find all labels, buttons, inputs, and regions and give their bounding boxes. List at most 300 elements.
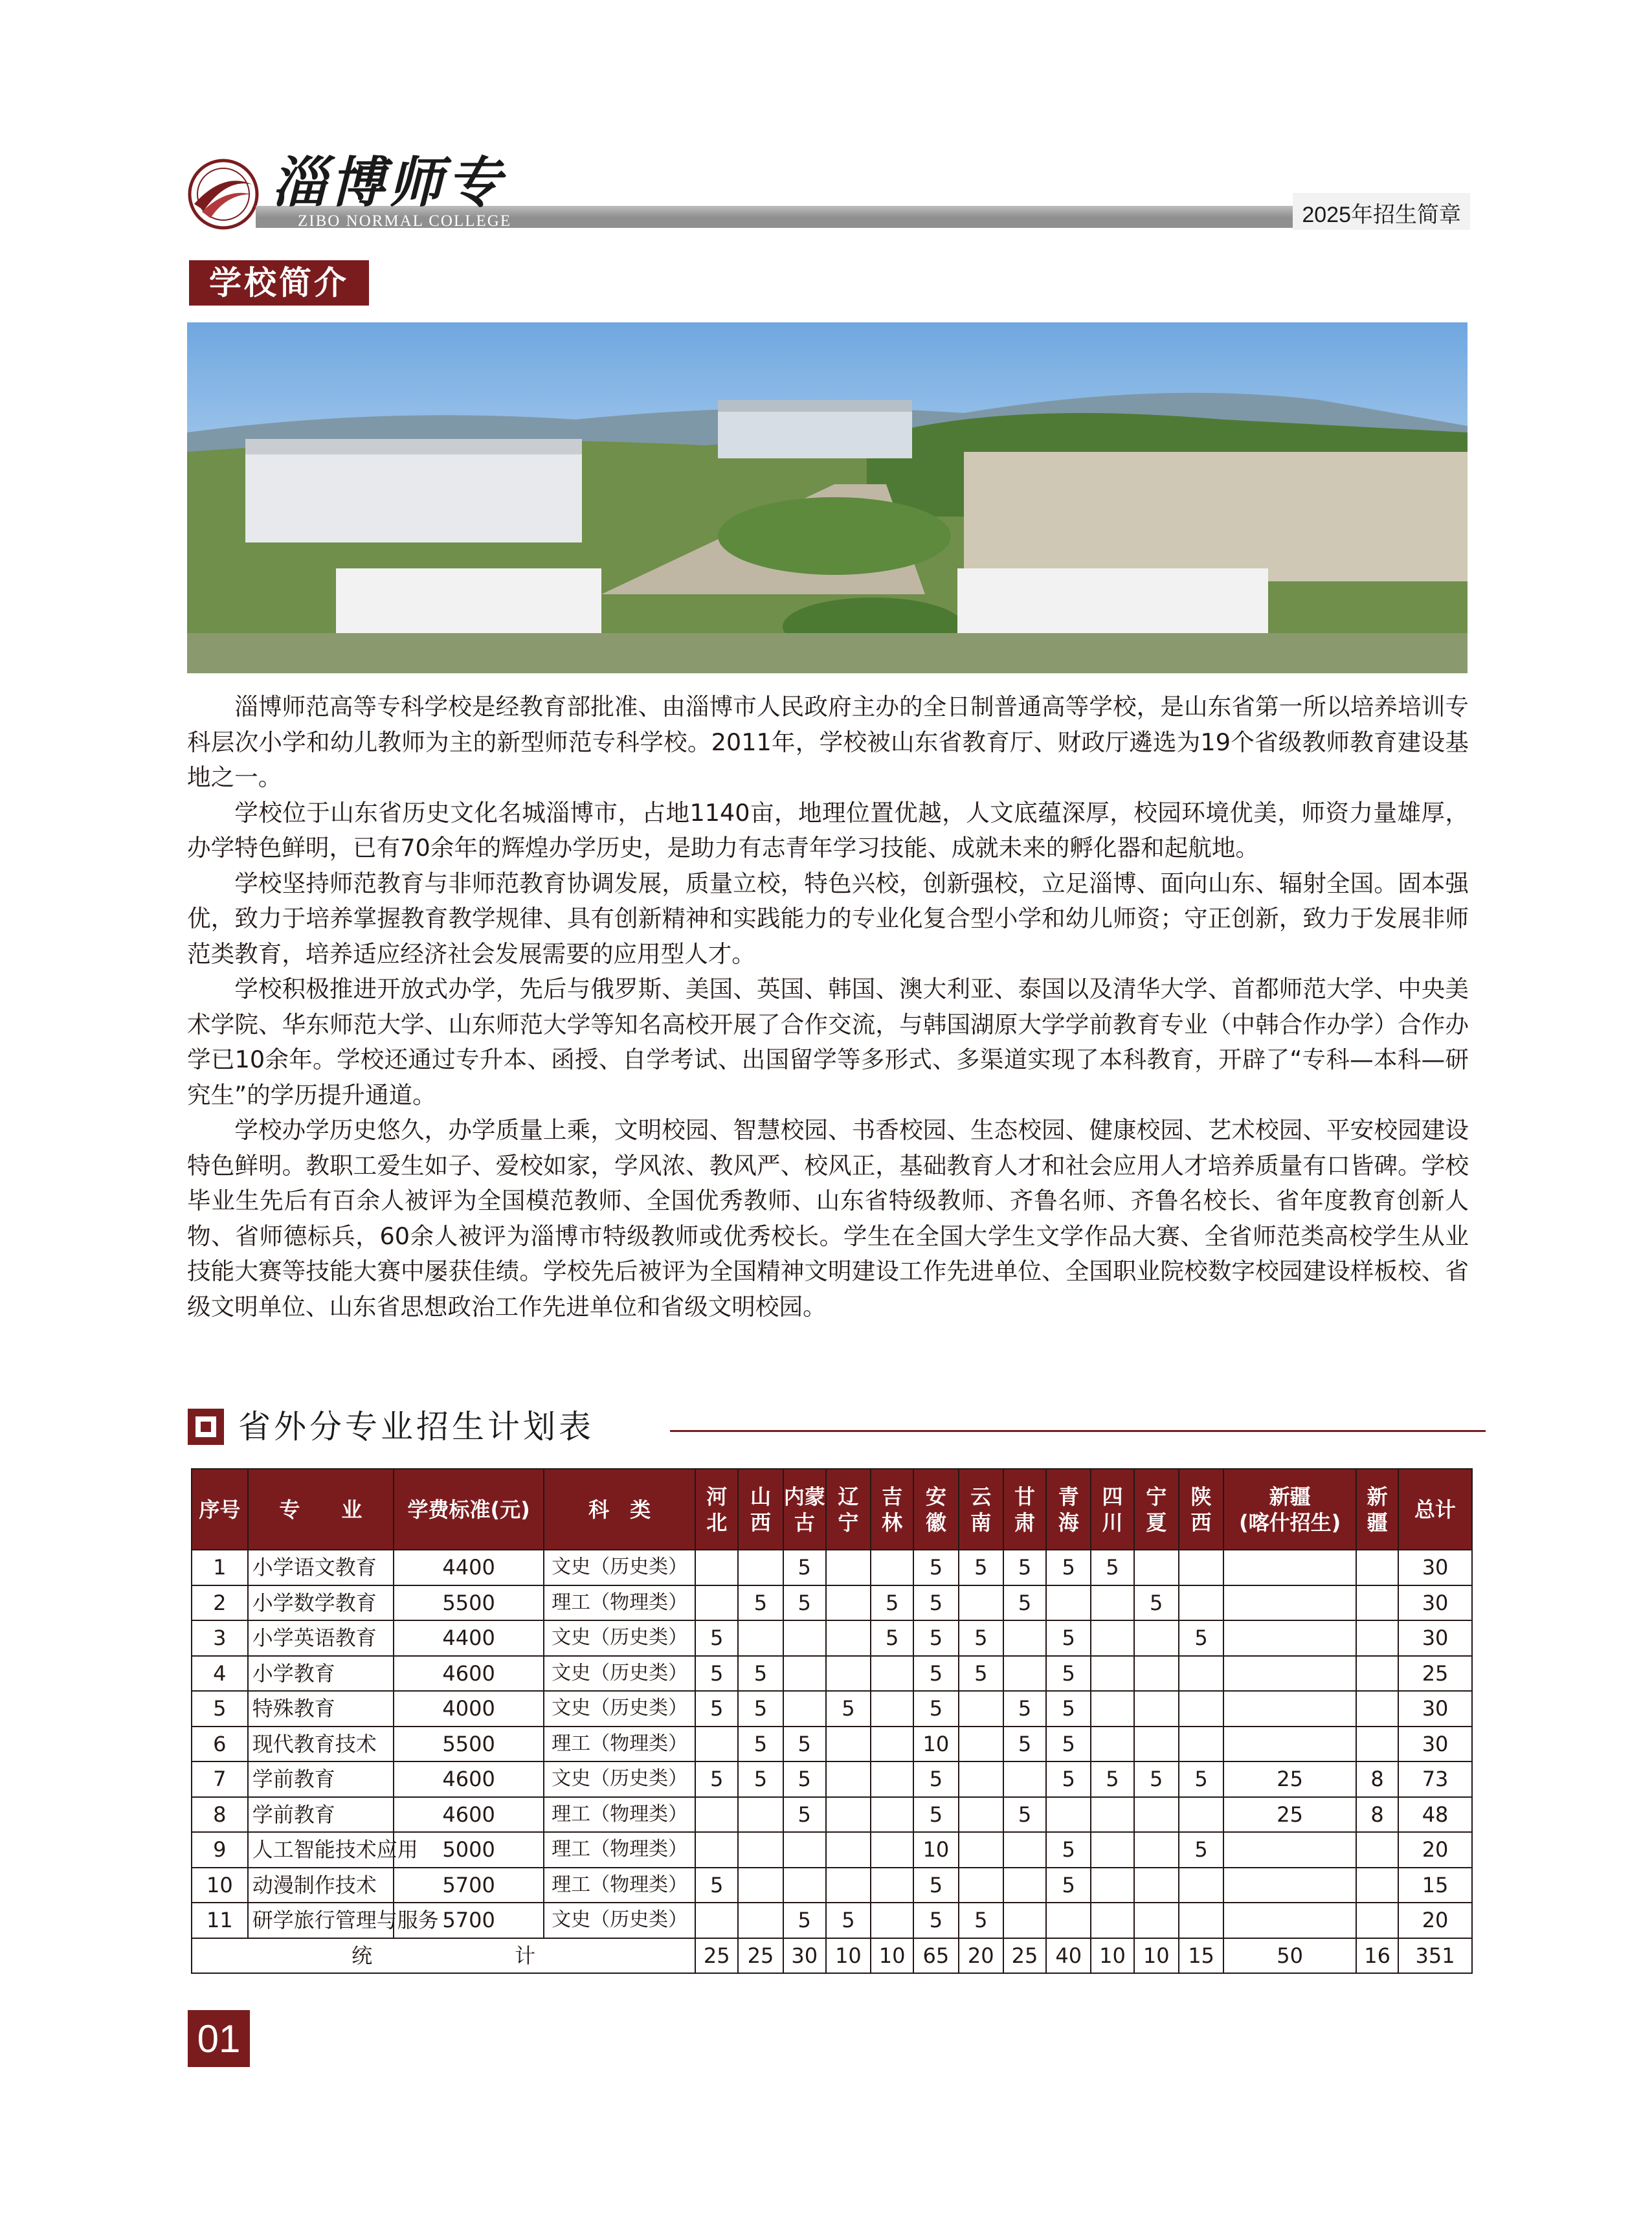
cell-quota: 5 <box>1046 1727 1091 1762</box>
cell-total: 30 <box>1398 1691 1472 1727</box>
cell-major: 研学旅行管理与服务 <box>248 1903 394 1938</box>
summary-quota: 40 <box>1046 1938 1091 1974</box>
cell-quota <box>1091 1903 1133 1938</box>
header-province-line1: 内蒙 <box>783 1484 825 1509</box>
cell-quota <box>1134 1797 1179 1833</box>
cell-quota <box>1356 1691 1398 1727</box>
cell-quota <box>1223 1620 1356 1656</box>
brochure-title: 2025年招生简章 <box>1293 193 1470 230</box>
cell-quota <box>1179 1727 1223 1762</box>
cell-quota: 5 <box>695 1691 738 1727</box>
cell-quota <box>1356 1550 1398 1585</box>
header-province-line2: 夏 <box>1146 1510 1167 1535</box>
header-province-line2: 宁 <box>838 1510 859 1535</box>
cell-quota <box>1179 1691 1223 1727</box>
header-province <box>871 1469 913 1550</box>
cell-quota <box>871 1797 913 1833</box>
cell-quota <box>871 1868 913 1903</box>
header-province-line1: 青 <box>1058 1484 1079 1509</box>
cell-quota <box>1356 1832 1398 1868</box>
cell-quota <box>1091 1620 1133 1656</box>
table-row <box>192 1761 1472 1797</box>
cell-total: 20 <box>1398 1832 1472 1868</box>
cell-quota: 5 <box>913 1585 958 1621</box>
cell-major: 小学数学教育 <box>248 1585 394 1621</box>
cell-quota: 5 <box>1179 1620 1223 1656</box>
header-province <box>738 1469 783 1550</box>
cell-quota: 5 <box>1003 1797 1046 1833</box>
cell-quota: 5 <box>783 1903 826 1938</box>
cell-quota <box>826 1797 871 1833</box>
header-province <box>959 1469 1003 1550</box>
header-province-line1: 山 <box>750 1484 771 1509</box>
cell-category: 理工（物理类） <box>544 1727 695 1762</box>
cell-category: 理工（物理类） <box>544 1797 695 1833</box>
table-row <box>192 1620 1472 1656</box>
cell-quota: 5 <box>1046 1761 1091 1797</box>
cell-quota: 5 <box>1046 1620 1091 1656</box>
cell-quota: 5 <box>1046 1656 1091 1692</box>
cell-quota: 5 <box>913 1550 958 1585</box>
cell-no: 3 <box>192 1620 248 1656</box>
cell-quota: 5 <box>783 1797 826 1833</box>
cell-major: 学前教育 <box>248 1797 394 1833</box>
summary-total: 351 <box>1398 1938 1472 1974</box>
cell-quota: 5 <box>871 1585 913 1621</box>
table-row <box>192 1691 1472 1727</box>
cell-quota <box>959 1868 1003 1903</box>
cell-quota <box>1223 1832 1356 1868</box>
cell-quota <box>826 1550 871 1585</box>
cell-quota <box>1003 1761 1046 1797</box>
cell-quota: 5 <box>1046 1691 1091 1727</box>
cell-quota <box>826 1832 871 1868</box>
cell-major: 小学语文教育 <box>248 1550 394 1585</box>
cell-quota <box>783 1832 826 1868</box>
cell-quota: 5 <box>959 1903 1003 1938</box>
cell-quota: 25 <box>1223 1797 1356 1833</box>
cell-quota <box>1356 1868 1398 1903</box>
summary-label-right: 计 <box>515 1943 536 1968</box>
table-summary-row <box>192 1938 1472 1974</box>
cell-quota <box>1223 1903 1356 1938</box>
cell-quota <box>783 1868 826 1903</box>
cell-quota: 5 <box>871 1620 913 1656</box>
cell-quota: 5 <box>1179 1761 1223 1797</box>
summary-quota: 65 <box>913 1938 958 1974</box>
header-province-line2: 古 <box>794 1510 815 1535</box>
cell-quota: 5 <box>913 1868 958 1903</box>
section-title-intro: 学校简介 <box>189 260 369 306</box>
table-row <box>192 1832 1472 1868</box>
cell-quota <box>1134 1620 1179 1656</box>
header-province-line2: 西 <box>750 1510 771 1535</box>
summary-quota: 15 <box>1179 1938 1223 1974</box>
cell-quota <box>1356 1727 1398 1762</box>
cell-total: 73 <box>1398 1761 1472 1797</box>
cell-quota <box>1134 1656 1179 1692</box>
cell-quota <box>1356 1620 1398 1656</box>
cell-quota: 5 <box>738 1585 783 1621</box>
cell-major: 人工智能技术应用 <box>248 1832 394 1868</box>
intro-paragraph: 学校坚持师范教育与非师范教育协调发展，质量立校，特色兴校，创新强校，立足淄博、面向山东、辐射全国。固本强优，致力于培养掌握教育教学规律、具有创新精神和实践能力的专业化复合型小学和幼儿师资；守正创新，致力于发展非师范类教育，培养适应经济社会发展需要的应用型人才。 <box>187 869 1469 968</box>
cell-quota <box>1179 1903 1223 1938</box>
header-province <box>1134 1469 1179 1550</box>
cell-quota: 5 <box>738 1691 783 1727</box>
header-province <box>1356 1469 1398 1550</box>
cell-quota <box>826 1761 871 1797</box>
cell-no: 11 <box>192 1903 248 1938</box>
header-province <box>1179 1469 1223 1550</box>
cell-quota <box>826 1868 871 1903</box>
cell-quota <box>1223 1656 1356 1692</box>
cell-quota <box>871 1691 913 1727</box>
cell-quota <box>959 1761 1003 1797</box>
cell-quota <box>1134 1868 1179 1903</box>
school-logo-name-en: ZIBO NORMAL COLLEGE <box>298 212 512 230</box>
cell-quota: 5 <box>959 1550 1003 1585</box>
cell-major: 小学教育 <box>248 1656 394 1692</box>
cell-no: 2 <box>192 1585 248 1621</box>
school-emblem-icon <box>188 159 259 230</box>
cell-quota <box>1003 1656 1046 1692</box>
school-logo-name: 淄博师专 <box>272 150 506 214</box>
header-province-line1: 陕 <box>1190 1484 1212 1509</box>
cell-no: 8 <box>192 1797 248 1833</box>
cell-quota <box>738 1797 783 1833</box>
cell-category: 文史（历史类） <box>544 1761 695 1797</box>
cell-quota <box>826 1585 871 1621</box>
summary-quota: 50 <box>1223 1938 1356 1974</box>
header-province <box>913 1469 958 1550</box>
cell-quota: 5 <box>783 1761 826 1797</box>
header-category: 科 类 <box>544 1469 695 1550</box>
cell-fee: 4600 <box>394 1761 544 1797</box>
cell-quota <box>738 1903 783 1938</box>
table-row <box>192 1903 1472 1938</box>
cell-total: 30 <box>1398 1585 1472 1621</box>
cell-quota <box>1134 1727 1179 1762</box>
cell-quota <box>871 1761 913 1797</box>
cell-major: 特殊教育 <box>248 1691 394 1727</box>
cell-quota <box>1091 1656 1133 1692</box>
cell-quota <box>871 1903 913 1938</box>
cell-fee: 4000 <box>394 1691 544 1727</box>
cell-quota: 5 <box>1003 1585 1046 1621</box>
cell-quota <box>1003 1832 1046 1868</box>
cell-total: 20 <box>1398 1903 1472 1938</box>
cell-quota: 5 <box>695 1620 738 1656</box>
cell-quota: 25 <box>1223 1761 1356 1797</box>
cell-quota <box>738 1620 783 1656</box>
table-row <box>192 1727 1472 1762</box>
cell-fee: 4600 <box>394 1656 544 1692</box>
header-province-line2: 肃 <box>1014 1510 1035 1535</box>
header-province-line2: 疆 <box>1367 1510 1388 1535</box>
header-province-line2: 海 <box>1058 1510 1079 1535</box>
cell-quota: 5 <box>1091 1761 1133 1797</box>
table-row <box>192 1868 1472 1903</box>
header-province <box>1091 1469 1133 1550</box>
cell-quota <box>959 1727 1003 1762</box>
campus-aerial-photo <box>187 322 1468 673</box>
cell-quota <box>1003 1868 1046 1903</box>
cell-quota: 5 <box>695 1761 738 1797</box>
summary-quota: 20 <box>959 1938 1003 1974</box>
cell-quota: 5 <box>1134 1761 1179 1797</box>
summary-quota: 10 <box>826 1938 871 1974</box>
cell-no: 9 <box>192 1832 248 1868</box>
cell-quota: 8 <box>1356 1761 1398 1797</box>
cell-quota <box>738 1868 783 1903</box>
cell-quota <box>1179 1656 1223 1692</box>
cell-quota: 5 <box>913 1903 958 1938</box>
cell-major: 现代教育技术 <box>248 1727 394 1762</box>
cell-quota: 5 <box>1046 1550 1091 1585</box>
cell-quota: 5 <box>913 1656 958 1692</box>
cell-quota <box>1179 1868 1223 1903</box>
cell-major: 学前教育 <box>248 1761 394 1797</box>
cell-quota: 5 <box>1134 1585 1179 1621</box>
cell-fee: 4600 <box>394 1797 544 1833</box>
cell-quota: 5 <box>1003 1691 1046 1727</box>
cell-quota <box>959 1691 1003 1727</box>
table-header-row <box>192 1469 1472 1550</box>
cell-no: 1 <box>192 1550 248 1585</box>
header-province <box>1223 1469 1356 1550</box>
cell-category: 文史（历史类） <box>544 1550 695 1585</box>
header-province-line1: 安 <box>925 1484 946 1509</box>
summary-quota: 10 <box>1091 1938 1133 1974</box>
cell-quota <box>695 1550 738 1585</box>
header-province-line2: 徽 <box>925 1510 946 1535</box>
cell-quota <box>1223 1585 1356 1621</box>
cell-quota <box>695 1585 738 1621</box>
cell-quota: 5 <box>1091 1550 1133 1585</box>
cell-quota <box>1134 1691 1179 1727</box>
header-province-line2: 林 <box>882 1510 903 1535</box>
header-province-line1: 宁 <box>1146 1484 1167 1509</box>
divider <box>670 1430 1486 1432</box>
header-province-line2: 北 <box>706 1510 728 1535</box>
cell-quota <box>871 1656 913 1692</box>
cell-category: 文史（历史类） <box>544 1691 695 1727</box>
cell-quota <box>1356 1903 1398 1938</box>
cell-category: 文史（历史类） <box>544 1656 695 1692</box>
cell-quota <box>1091 1832 1133 1868</box>
cell-major: 动漫制作技术 <box>248 1868 394 1903</box>
cell-quota <box>695 1727 738 1762</box>
cell-quota <box>1091 1691 1133 1727</box>
cell-quota <box>1179 1550 1223 1585</box>
cell-quota <box>826 1727 871 1762</box>
cell-quota: 5 <box>1179 1832 1223 1868</box>
header-fee: 学费标准(元) <box>394 1469 544 1550</box>
cell-quota <box>738 1832 783 1868</box>
cell-total: 30 <box>1398 1550 1472 1585</box>
cell-quota <box>1179 1585 1223 1621</box>
cell-quota <box>959 1797 1003 1833</box>
summary-quota: 16 <box>1356 1938 1398 1974</box>
cell-quota: 5 <box>1046 1868 1091 1903</box>
cell-quota <box>1091 1868 1133 1903</box>
cell-fee: 5500 <box>394 1727 544 1762</box>
cell-quota <box>871 1550 913 1585</box>
cell-total: 30 <box>1398 1620 1472 1656</box>
header-province-line1: 河 <box>706 1484 728 1509</box>
cell-quota <box>826 1656 871 1692</box>
page-number: 01 <box>188 2010 250 2067</box>
cell-no: 7 <box>192 1761 248 1797</box>
cell-category: 文史（历史类） <box>544 1620 695 1656</box>
summary-quota: 30 <box>783 1938 826 1974</box>
cell-quota: 5 <box>959 1656 1003 1692</box>
summary-quota: 25 <box>738 1938 783 1974</box>
cell-quota <box>1046 1903 1091 1938</box>
intro-text <box>187 689 1469 1325</box>
cell-total: 48 <box>1398 1797 1472 1833</box>
header-province-line1: 四 <box>1102 1484 1123 1509</box>
header-province-line1: 新 <box>1367 1484 1388 1509</box>
table-row <box>192 1550 1472 1585</box>
cell-quota <box>1134 1903 1179 1938</box>
cell-quota <box>959 1585 1003 1621</box>
cell-no: 5 <box>192 1691 248 1727</box>
cell-total: 25 <box>1398 1656 1472 1692</box>
cell-quota: 10 <box>913 1727 958 1762</box>
header-province-line1: 吉 <box>882 1484 903 1509</box>
cell-quota <box>783 1691 826 1727</box>
header-province-line2: 南 <box>970 1510 992 1535</box>
cell-major: 小学英语教育 <box>248 1620 394 1656</box>
header-province-line2: 西 <box>1190 1510 1212 1535</box>
cell-category: 理工（物理类） <box>544 1585 695 1621</box>
intro-paragraph: 学校积极推进开放式办学，先后与俄罗斯、美国、英国、韩国、澳大利亚、泰国以及清华大学、首都师范大学、中央美术学院、华东师范大学、山东师范大学等知名高校开展了合作交流，与韩国湖原大学学前教育专业（中韩合作办学）合作办学已10余年。学校还通过专升本、函授、自学考试、出国留学等多形式、多渠道实现了本科教育，开辟了“专科—本科—研究生”的学历提升通道。 <box>187 975 1469 1109</box>
cell-fee: 5700 <box>394 1868 544 1903</box>
cell-quota <box>871 1727 913 1762</box>
plan-section-header <box>188 1409 1486 1449</box>
cell-quota <box>1179 1797 1223 1833</box>
cell-quota <box>1003 1620 1046 1656</box>
header-province-line1: 甘 <box>1014 1484 1035 1509</box>
cell-quota: 5 <box>826 1903 871 1938</box>
cell-total: 15 <box>1398 1868 1472 1903</box>
header-province-line2: (喀什招生) <box>1239 1510 1341 1535</box>
table-row <box>192 1656 1472 1692</box>
cell-quota <box>695 1903 738 1938</box>
cell-quota <box>1091 1797 1133 1833</box>
cell-quota: 5 <box>695 1868 738 1903</box>
cell-quota: 5 <box>783 1727 826 1762</box>
summary-quota: 10 <box>1134 1938 1179 1974</box>
header-province <box>1003 1469 1046 1550</box>
cell-total: 30 <box>1398 1727 1472 1762</box>
cell-no: 4 <box>192 1656 248 1692</box>
cell-fee: 5700 <box>394 1903 544 1938</box>
cell-quota: 5 <box>1046 1832 1091 1868</box>
summary-label <box>192 1938 695 1974</box>
intro-paragraph: 学校办学历史悠久，办学质量上乘，文明校园、智慧校园、书香校园、生态校园、健康校园、艺术校园、平安校园建设特色鲜明。教职工爱生如子、爱校如家，学风浓、教风严、校风正，基础教育人才和社会应用人才培养质量有口皆碑。学校毕业生先后有百余人被评为全国模范教师、全国优秀教师、山东省特级教师、齐鲁名师、齐鲁名校长、省年度教育创新人物、省师德标兵，60余人被评为淄博市特级教师或优秀校长。学生在全国大学生文学作品大赛、全省师范类高校学生从业技能大赛等技能大赛中屡获佳绩。学校先后被评为全国精神文明建设工作先进单位、全国职业院校数字校园建设样板校、省级文明单位、山东省思想政治工作先进单位和省级文明校园。 <box>187 1116 1469 1321</box>
cell-quota: 5 <box>738 1727 783 1762</box>
cell-quota <box>1091 1585 1133 1621</box>
cell-quota <box>1223 1727 1356 1762</box>
summary-quota: 10 <box>871 1938 913 1974</box>
header-province-line1: 云 <box>970 1484 992 1509</box>
cell-quota <box>1223 1691 1356 1727</box>
summary-label-left: 统 <box>352 1943 373 1968</box>
summary-quota: 25 <box>695 1938 738 1974</box>
header-province-line1: 辽 <box>838 1484 859 1509</box>
cell-quota: 5 <box>913 1761 958 1797</box>
cell-quota: 5 <box>913 1797 958 1833</box>
cell-quota <box>1134 1550 1179 1585</box>
cell-fee: 5000 <box>394 1832 544 1868</box>
cell-category: 理工（物理类） <box>544 1832 695 1868</box>
cell-no: 6 <box>192 1727 248 1762</box>
cell-fee: 5500 <box>394 1585 544 1621</box>
cell-quota <box>695 1797 738 1833</box>
cell-quota: 5 <box>783 1585 826 1621</box>
cell-quota: 10 <box>913 1832 958 1868</box>
plan-section-title: 省外分专业招生计划表 <box>238 1408 594 1446</box>
table-row <box>192 1585 1472 1621</box>
summary-quota: 25 <box>1003 1938 1046 1974</box>
header-total: 总计 <box>1398 1469 1472 1550</box>
cell-quota: 5 <box>695 1656 738 1692</box>
table-row <box>192 1797 1472 1833</box>
cell-quota <box>1003 1903 1046 1938</box>
square-bullet-icon <box>188 1409 224 1445</box>
header-province-line2: 川 <box>1102 1510 1123 1535</box>
cell-category: 文史（历史类） <box>544 1903 695 1938</box>
header-major: 专 业 <box>248 1469 394 1550</box>
cell-quota <box>1046 1797 1091 1833</box>
cell-fee: 4400 <box>394 1550 544 1585</box>
cell-quota <box>783 1620 826 1656</box>
header-province <box>695 1469 738 1550</box>
cell-no: 10 <box>192 1868 248 1903</box>
cell-quota: 5 <box>1003 1727 1046 1762</box>
intro-paragraph: 淄博师范高等专科学校是经教育部批准、由淄博市人民政府主办的全日制普通高等学校，是山东省第一所以培养培训专科层次小学和幼儿教师为主的新型师范专科学校。2011年，学校被山东省教育厅、财政厅遴选为19个省级教师教育建设基地之一。 <box>187 693 1469 791</box>
cell-quota <box>695 1832 738 1868</box>
header-no: 序号 <box>192 1469 248 1550</box>
header-province <box>783 1469 826 1550</box>
header-province <box>826 1469 871 1550</box>
cell-quota: 5 <box>959 1620 1003 1656</box>
cell-quota: 5 <box>783 1550 826 1585</box>
cell-quota <box>1091 1727 1133 1762</box>
cell-quota <box>1046 1585 1091 1621</box>
cell-quota: 5 <box>738 1656 783 1692</box>
cell-category: 理工（物理类） <box>544 1868 695 1903</box>
cell-quota: 5 <box>826 1691 871 1727</box>
header-province <box>1046 1469 1091 1550</box>
cell-quota: 5 <box>1003 1550 1046 1585</box>
cell-quota <box>783 1656 826 1692</box>
header-province-line1: 新疆 <box>1269 1484 1311 1509</box>
cell-quota <box>738 1550 783 1585</box>
cell-quota: 8 <box>1356 1797 1398 1833</box>
cell-quota <box>1134 1832 1179 1868</box>
cell-quota <box>1356 1656 1398 1692</box>
cell-quota: 5 <box>738 1761 783 1797</box>
cell-quota <box>871 1832 913 1868</box>
cell-quota <box>826 1620 871 1656</box>
cell-quota <box>1356 1585 1398 1621</box>
cell-quota <box>1223 1550 1356 1585</box>
cell-quota <box>1223 1868 1356 1903</box>
cell-quota: 5 <box>913 1620 958 1656</box>
